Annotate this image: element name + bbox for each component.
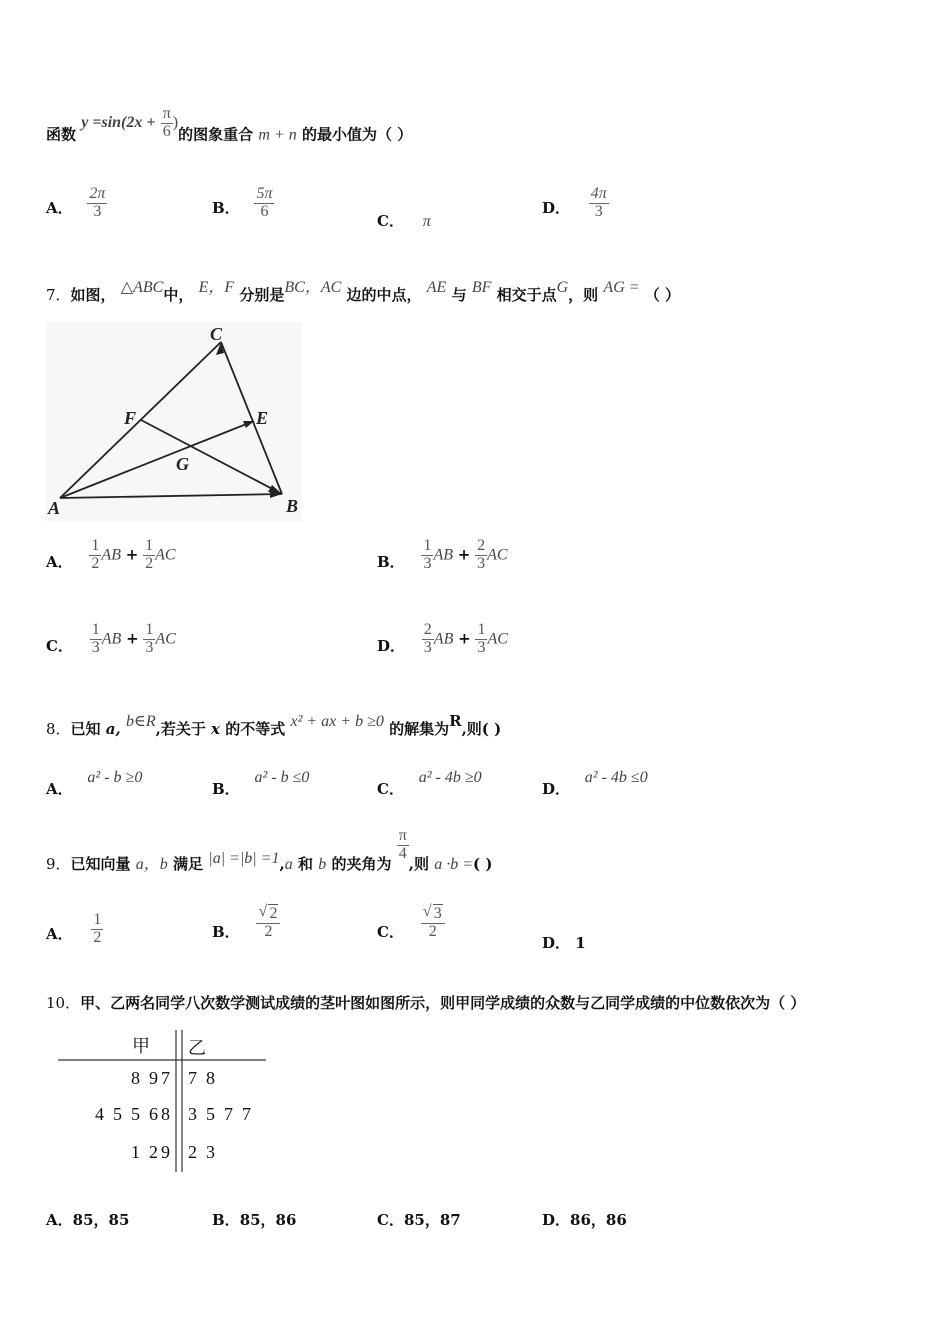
plot-row2-stem: 8 [161, 1104, 170, 1124]
q7-text: 如图， [70, 286, 116, 304]
q10-option-a[interactable]: A．85，85 [46, 1211, 130, 1229]
q9-option-c[interactable]: C． √ 3 2 [377, 906, 445, 941]
q7-option-b[interactable]: B． $\frac{1}{3}$ AB + $\frac{2}{3}$ AC [377, 537, 508, 572]
plot-header-jia: 甲 [132, 1036, 150, 1057]
plot-row3-right: 2 3 [188, 1142, 215, 1162]
q6-pi-over-6: $\frac{\pi}{6}$ [162, 105, 171, 140]
q6-option-b[interactable]: B． $\frac{5\pi}{6}$ [212, 185, 273, 220]
q7-option-a[interactable]: A． $\frac{1}{2}$ AB + $\frac{1}{2}$ AC [46, 537, 176, 572]
q7-number: 7． [46, 286, 71, 304]
label-b: B [286, 496, 299, 516]
q10-option-d[interactable]: D．86，86 [542, 1211, 627, 1229]
q10-stem-leaf-plot [58, 1030, 268, 1178]
label-c: C [210, 324, 223, 344]
q7-triangle-figure [46, 322, 302, 522]
q8-option-a[interactable]: A． a² - b ≥0 [46, 769, 143, 798]
q6-mn: m + n [258, 126, 297, 144]
q9-option-d[interactable]: D． 1 [542, 934, 586, 952]
q8-option-b[interactable]: B． a² - b ≤0 [212, 769, 310, 798]
q6-suffix: 的最小值为（ ） [301, 125, 413, 144]
q6-stem [46, 105, 413, 153]
q10-option-b[interactable]: B．85，86 [212, 1211, 297, 1229]
q6-middle: 的图象重合 [178, 125, 254, 144]
plot-row1-left: 8 9 [131, 1068, 158, 1088]
q10-stem: 10．甲、乙两名同学八次数学测试成绩的茎叶图如图所示，则甲同学成绩的众数与乙同学成绩的中位数依次为（ ） [46, 994, 806, 1012]
plot-row2-right: 3 5 7 7 [188, 1104, 251, 1124]
q7-option-c[interactable]: C． $\frac{1}{3}$ AB + $\frac{1}{3}$ AC [46, 621, 176, 656]
q7-stem: 7．如图， △ABC中， E，F 分别是BC，AC 边的中点， AE 与 BF 相交于点G，则 AG = （ ） [46, 279, 681, 304]
q9-stem: 9．已知向量 a，b 满足 |a| =|b| =1,a 和 b 的夹角为 $\frac{\pi}{4}$ ,则 a ·b =( ) [46, 827, 493, 874]
q6-option-a[interactable]: A． $\frac{2\pi}{3}$ [46, 185, 106, 220]
q8-stem: 8．已知 a, b∈R,若关于 x 的不等式 x² + ax + b ≥0 的解集为R,则( ) [46, 712, 502, 738]
plot-row3-stem: 9 [161, 1142, 170, 1162]
q7-triangle: △ABC [120, 279, 164, 296]
q6-close-paren: ) [172, 114, 179, 132]
q6-prefix: 函数 [46, 125, 77, 144]
q6-option-d[interactable]: D． $\frac{4\pi}{3}$ [542, 185, 607, 220]
q8-option-d[interactable]: D． a² - 4b ≤0 [542, 769, 648, 798]
q8-option-c[interactable]: C． a² - 4b ≥0 [377, 769, 482, 798]
q7-option-d[interactable]: D． $\frac{2}{3}$ AB + $\frac{1}{3}$ AC [377, 621, 508, 656]
q9-option-a[interactable]: A． $\frac{1}{2}$ [46, 911, 102, 946]
plot-header-yi: 乙 [188, 1038, 206, 1059]
plot-row1-stem: 7 [161, 1068, 170, 1088]
triangle-diagram [46, 322, 302, 522]
plot-row3-left: 1 2 [131, 1142, 158, 1162]
label-e: E [256, 408, 269, 428]
plot-row2-left: 4 5 5 6 [95, 1104, 158, 1124]
label-g: G [176, 454, 189, 474]
label-f: F [124, 408, 137, 428]
q6-option-c[interactable]: C． π [377, 212, 431, 230]
label-a: A [48, 498, 61, 518]
plot-row1-right: 7 8 [188, 1068, 215, 1088]
q9-option-b[interactable]: B． √ 2 2 [212, 906, 280, 941]
q6-function: y =sin(2x + [81, 114, 156, 132]
q10-option-c[interactable]: C．85，87 [377, 1211, 461, 1229]
